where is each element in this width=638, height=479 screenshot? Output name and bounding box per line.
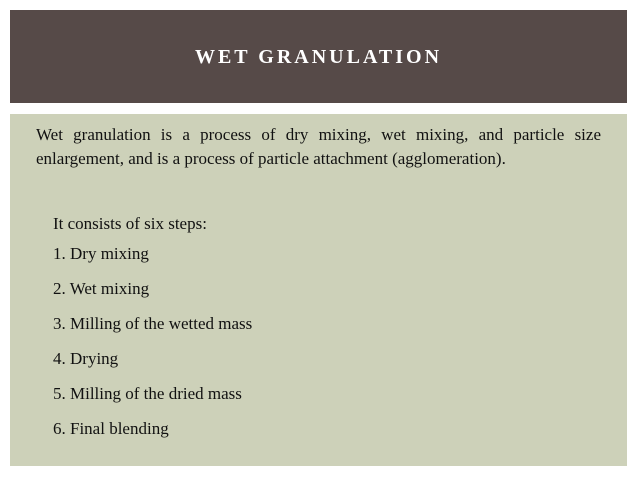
steps-list [53,242,252,452]
step-item: 3. Milling of the wetted mass [53,314,253,333]
step-item: 1. Dry mixing [53,244,149,263]
steps-heading: It consists of six steps: [53,214,207,233]
intro-paragraph: Wet granulation is a process of dry mixing, wet mixing, and particle size enlargement, and is a process of particle attachment (agglomeration). [36,125,601,168]
slide-title: WET GRANULATION [194,46,443,68]
step-item: 6. Final blending [53,419,169,438]
content-box [10,114,627,466]
step-item: 4. Drying [53,349,119,368]
title-bar [10,10,627,103]
step-item: 2. Wet mixing [53,279,150,298]
step-item: 5. Milling of the dried mass [53,384,242,403]
